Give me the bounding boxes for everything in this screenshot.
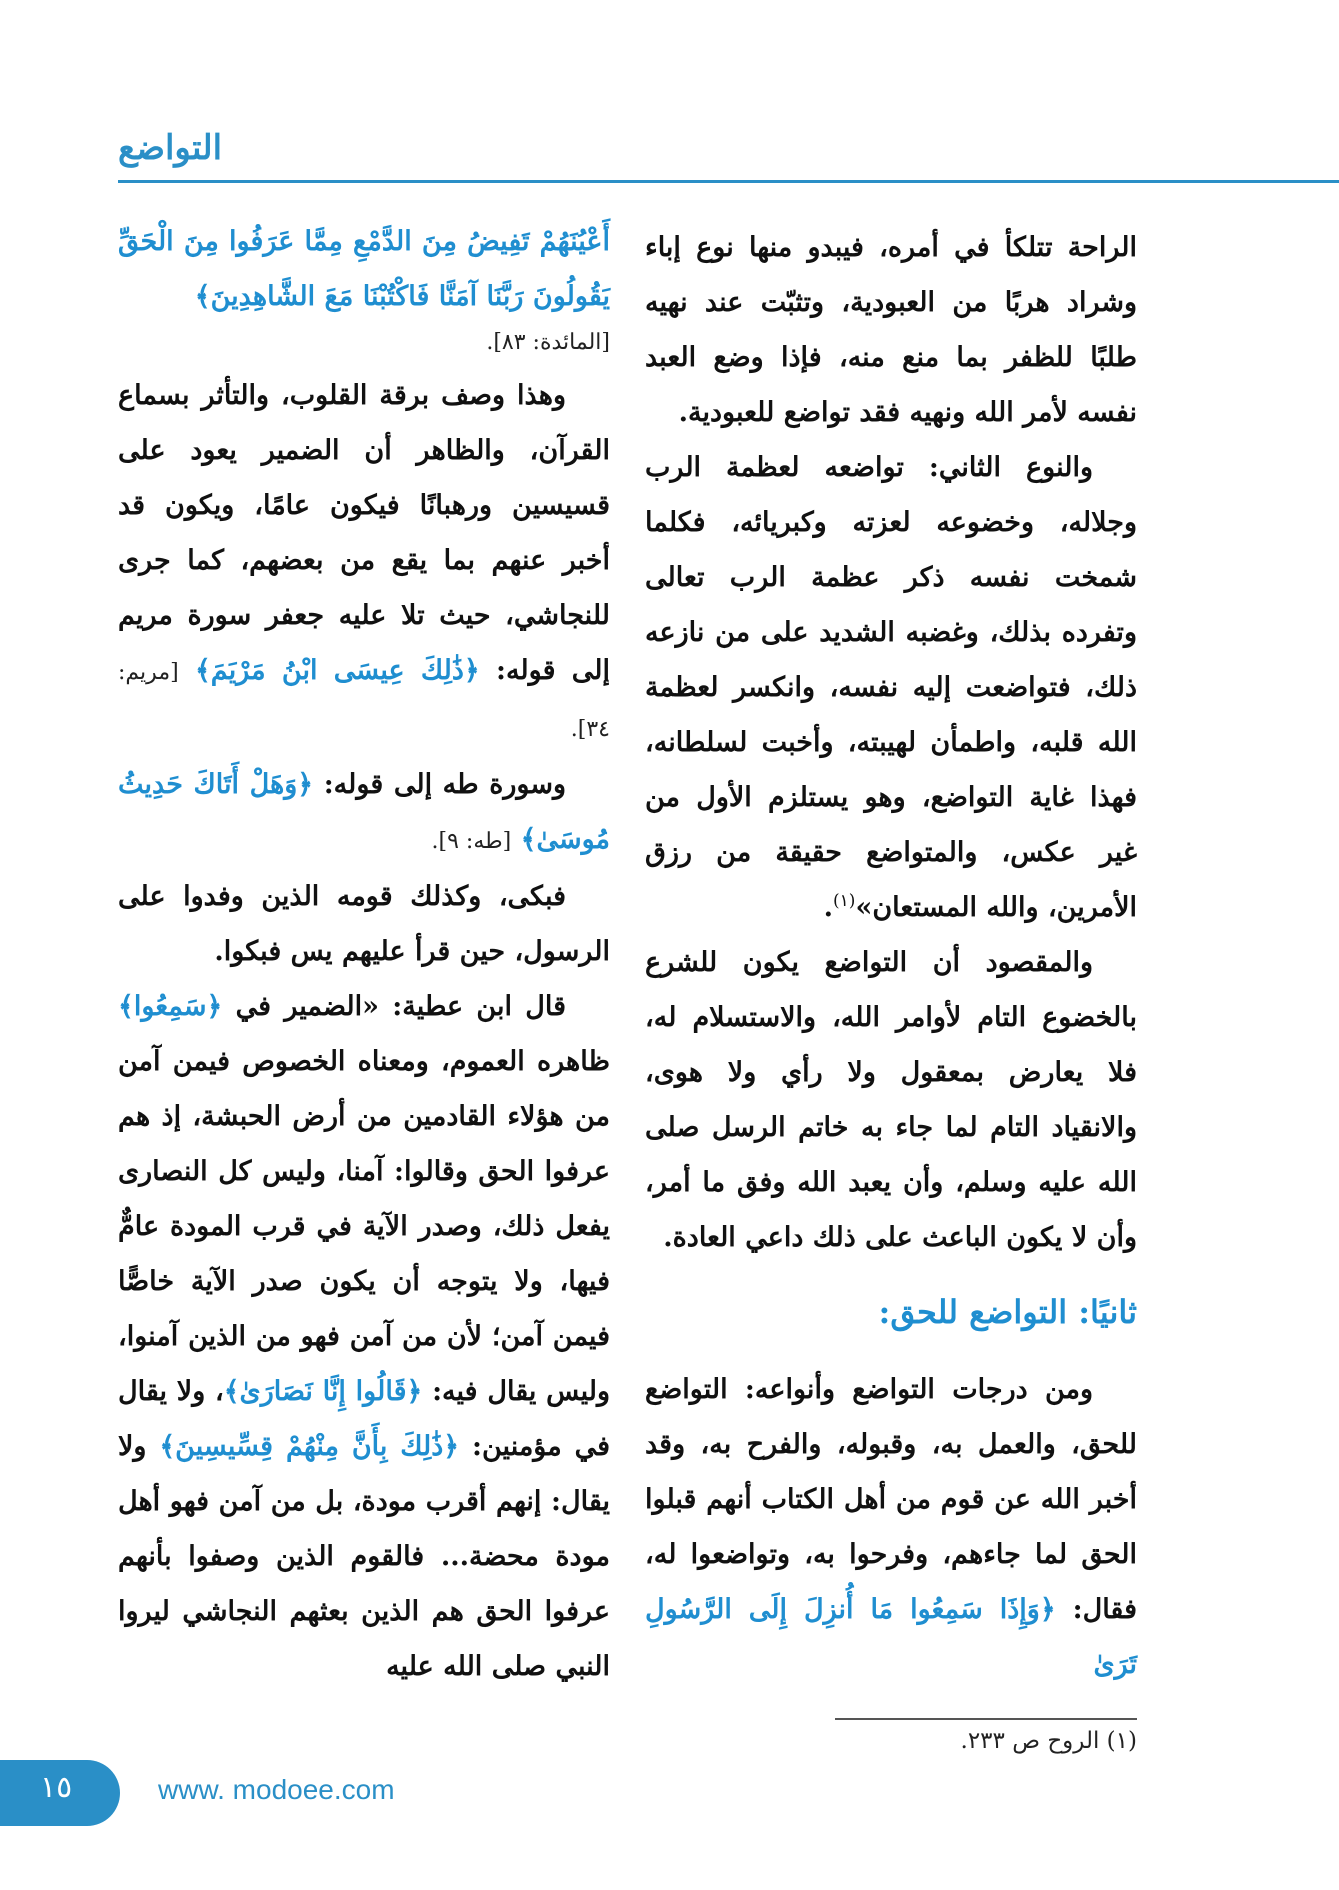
quran-verse: ﴿ذَٰلِكَ بِأَنَّ مِنْهُمْ قِسِّيسِينَ﴾ <box>159 1431 460 1462</box>
left-column <box>118 214 610 1694</box>
paragraph-text: وسورة طه إلى قوله: <box>323 769 567 800</box>
quran-verse: ﴿ذَٰلِكَ عِيسَى ابْنُ مَرْيَمَ﴾ <box>194 655 480 686</box>
website-link[interactable]: www. modoee.com <box>158 1774 395 1805</box>
paragraph-text: والمقصود أن التواضع يكون للشرع بالخضوع التام لأوامر الله، والاستسلام له، فلا يعارض بمعقول ولا رأي ولا هوى، والانقياد التام لما جاء به خاتم الرسل صلى الله عليه وسلم، وأن يعبد الله وفق ما أمر، وأن لا يكون الباعث على ذلك داعي العادة. <box>645 947 1137 1253</box>
footnote-divider <box>835 1718 1137 1720</box>
verse-reference: [المائدة: ٨٣]. <box>486 330 610 355</box>
paragraph <box>645 935 1137 1265</box>
footnote-marker[interactable]: (١) <box>833 891 856 911</box>
quran-verse: ﴿وَإِذَا سَمِعُوا مَا أُنزِلَ إِلَى الرَّسُولِ تَرَىٰ <box>645 1594 1137 1680</box>
paragraph-text: ظاهره العموم، ومعناه الخصوص فيمن آمن من هؤلاء القادمين من أرض الحبشة، إذ هم عرفوا الحق وقالوا: آمنا، وليس كل النصارى يفعل ذلك، وصدر الآية في قرب المودة عامٌّ فيها، ولا يتوجه أن يكون صدر الآية خاصًّا فيمن آمن؛ لأن من آمن فهو من الذين آمنوا، وليس يقال فيه: <box>118 1046 610 1407</box>
paragraph <box>645 1362 1137 1692</box>
header-divider <box>118 180 1339 183</box>
paragraph <box>118 368 610 757</box>
page-header-title: التواضع <box>118 128 223 168</box>
paragraph <box>118 214 610 324</box>
paragraph <box>645 440 1137 935</box>
section-heading: ثانيًا: التواضع للحق: <box>878 1293 1137 1331</box>
paragraph-text: وهذا وصف برقة القلوب، والتأثر بسماع القرآن، والظاهر أن الضمير يعود على قسيسين ورهبانًا فيكون عامًا، ويكون قد أخبر عنهم بما يقع من بعضهم، كما جرى للنجاشي، حيث تلا عليه جعفر سورة مريم إلى قوله: <box>118 380 611 686</box>
paragraph <box>118 869 610 979</box>
paragraph-text: الراحة تتلكأ في أمره، فيبدو منها نوع إباء وشراد هربًا من العبودية، وتثبّت عند نهيه طلبًا للظفر بما منع منه، فإذا وضع العبد نفسه لأمر الله ونهيه فقد تواضع للعبودية. <box>645 232 1137 428</box>
paragraph-text: قال ابن عطية: «الضمير في <box>235 991 566 1022</box>
quran-verse: ﴿سَمِعُوا﴾ <box>118 991 223 1022</box>
quran-verse: ﴿قَالُوا إِنَّا نَصَارَىٰ﴾ <box>223 1376 423 1407</box>
footnote: (١) الروح ص ٢٣٣. <box>960 1728 1137 1754</box>
page-number: ١٥ <box>40 1770 73 1805</box>
paragraph-text: ، ولا يقال في مؤمنين: <box>118 1376 611 1462</box>
quran-verse: ﴿وَهَلْ أَتَاكَ حَدِيثُ مُوسَىٰ﴾ <box>118 769 610 855</box>
paragraph <box>118 757 610 869</box>
quran-verse: أَعْيُنَهُمْ تَفِيضُ مِنَ الدَّمْعِ مِمَّا عَرَفُوا مِنَ الْحَقِّ يَقُولُونَ رَبَّنَا آمَنَّا فَاكْتُبْنَا مَعَ الشَّاهِدِينَ﴾ <box>118 226 610 312</box>
paragraph <box>118 979 610 1694</box>
paragraph-text: ومن درجات التواضع وأنواعه: التواضع للحق، والعمل به، وقبوله، والفرح به، وقد أخبر الله عن قوم من أهل الكتاب أنهم قبلوا الحق لما جاءهم، وفرحوا به، وتواضعوا له، فقال: <box>645 1374 1138 1625</box>
verse-reference: [مريم: ٣٤]. <box>118 660 610 742</box>
paragraph-end: . <box>823 892 834 923</box>
paragraph-text: فبكى، وكذلك قومه الذين وفدوا على الرسول، حين قرأ عليهم يس فبكوا. <box>118 881 610 967</box>
right-column <box>645 220 1137 1692</box>
verse-reference: [طه: ٩]. <box>431 829 512 854</box>
paragraph-text: والنوع الثاني: تواضعه لعظمة الرب وجلاله، وخضوعه لعزته وكبريائه، فكلما شمخت نفسه ذكر عظمة الرب تعالى وتفرده بذلك، وغضبه الشديد على من نازعه ذلك، فتواضعت إليه نفسه، وانكسر لعظمة الله قلبه، واطمأن لهيبته، وأخبت لسلطانه، فهذا غاية التواضع، وهو يستلزم الأول من غير عكس، والمتواضع حقيقة من رزق الأمرين، والله المستعان» <box>645 452 1137 923</box>
citation-line <box>118 324 610 360</box>
paragraph-text: ولا يقال: إنهم أقرب مودة، بل من آمن فهو أهل مودة محضة... فالقوم الذين وصفوا بأنهم عرفوا الحق هم الذين بعثهم النجاشي ليروا النبي صلى الله عليه <box>118 1431 610 1682</box>
paragraph <box>645 220 1137 440</box>
